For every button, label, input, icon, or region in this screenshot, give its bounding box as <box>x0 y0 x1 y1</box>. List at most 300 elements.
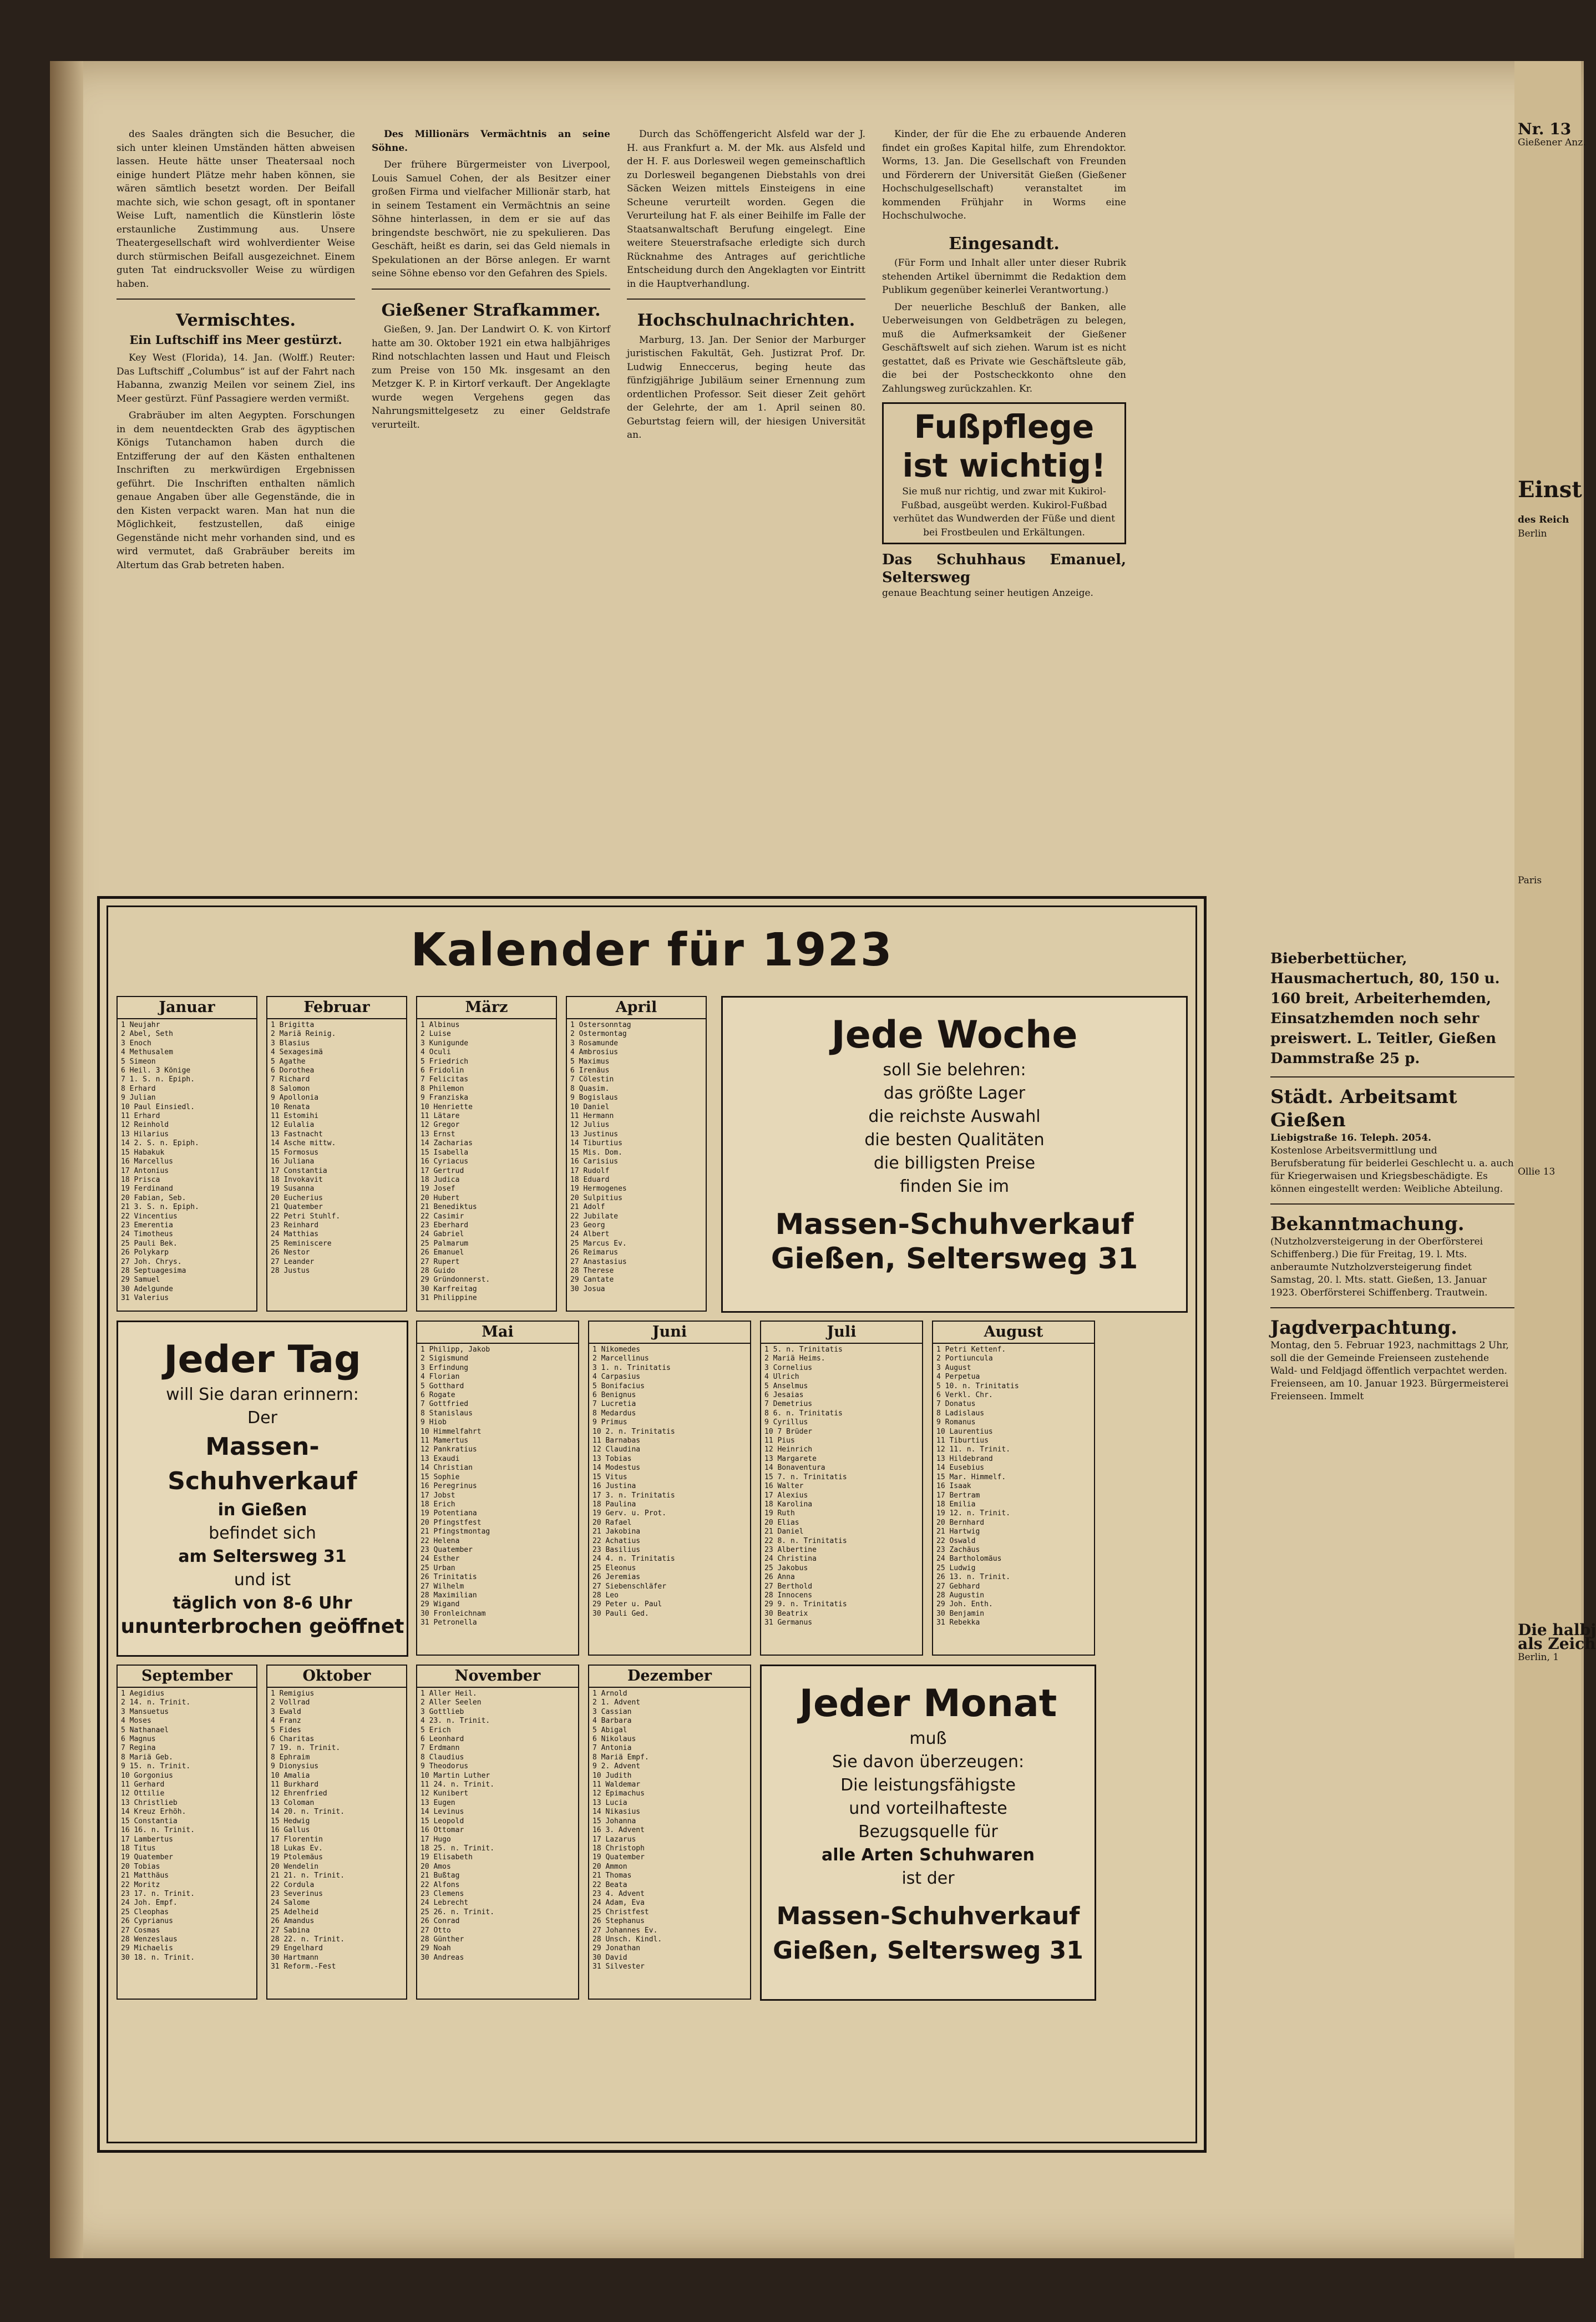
month-days <box>589 1344 750 1620</box>
calendar-day: 2 Abel, Seth <box>121 1030 173 1039</box>
calendar-day: 16 Peregrinus <box>420 1482 477 1491</box>
calendar-day: 27 Siebenschläfer <box>592 1582 667 1591</box>
calendar-day: 13 Justinus <box>570 1130 619 1139</box>
divider <box>627 299 865 300</box>
calendar-day: 12 Ottilie <box>121 1789 165 1798</box>
calendar-day: 7 Gottfried <box>420 1400 469 1409</box>
calendar-day: 20 Ammon <box>592 1862 627 1871</box>
calendar-day: 9 Romanus <box>936 1418 976 1427</box>
calendar-day: 26 Trinitatis <box>420 1573 477 1582</box>
month-name: Dezember <box>589 1666 750 1688</box>
calendar-day: 6 Verkl. Chr. <box>936 1391 993 1400</box>
calendar-day: 4 Sexagesimä <box>271 1048 323 1057</box>
calendar-day: 8 6. n. Trinitatis <box>764 1409 843 1418</box>
calendar-day: 1 Ostersonntag <box>570 1021 631 1029</box>
calendar-day: 8 Ephraim <box>271 1753 310 1762</box>
calendar-day: 1 Arnold <box>592 1689 627 1698</box>
calendar-day: 27 Rupert <box>420 1257 460 1266</box>
ad-line: soll Sie belehren: <box>883 1060 1026 1080</box>
calendar-day: 31 Rebekka <box>936 1618 980 1627</box>
calendar-day: 21 Bußtag <box>420 1871 460 1880</box>
calendar-day: 30 Josua <box>570 1284 605 1293</box>
calendar-day: 20 Bernhard <box>936 1518 985 1527</box>
column-4 <box>882 128 1126 600</box>
calendar-day: 7 19. n. Trinit. <box>271 1744 341 1753</box>
ad-line: befindet sich <box>209 1524 316 1543</box>
calendar-day: 30 David <box>592 1953 627 1962</box>
calendar-day: 13 Tobias <box>592 1454 632 1463</box>
section-heading: Vermischtes. <box>176 311 296 330</box>
calendar-day: 14 Modestus <box>592 1464 641 1473</box>
calendar-day: 16 Walter <box>764 1482 804 1491</box>
calendar-day: 26 Conrad <box>420 1917 460 1926</box>
ad-shop-name: Massen-Schuhverkauf <box>776 1902 1080 1930</box>
month-name: September <box>118 1666 256 1688</box>
calendar-day: 12 Eulalia <box>271 1121 315 1130</box>
calendar-day: 27 Cosmas <box>121 1926 160 1935</box>
calendar-day: 10 Henriette <box>420 1102 473 1111</box>
ad-line: Sie davon überzeugen: <box>832 1752 1025 1772</box>
calendar-day: 17 Lazarus <box>592 1835 636 1844</box>
calendar-day: 25 Ludwig <box>936 1564 976 1572</box>
calendar-day: 28 Guido <box>420 1266 455 1275</box>
calendar-day: 3 Kunigunde <box>420 1039 469 1048</box>
calendar-day: 25 Palmarum <box>420 1239 469 1248</box>
calendar-day: 3 Erfindung <box>420 1363 469 1372</box>
calendar-day: 15 7. n. Trinitatis <box>764 1473 847 1481</box>
month-name: April <box>567 997 706 1019</box>
calendar-day: 5 Gotthard <box>420 1382 464 1390</box>
calendar-day: 6 Heil. 3 Könige <box>121 1066 191 1075</box>
calendar-day: 8 Philemon <box>420 1084 464 1093</box>
month-days <box>118 1019 256 1305</box>
calendar-day: 13 Hilarius <box>121 1130 169 1139</box>
calendar-title: Kalender für 1923 <box>411 924 893 977</box>
calendar-day: 18 Prisca <box>121 1175 160 1184</box>
calendar-day: 20 Eucherius <box>271 1193 323 1202</box>
ad-line: finden Sie im <box>900 1177 1009 1196</box>
calendar-day: 28 Leo <box>592 1591 619 1600</box>
calendar-day: 18 Eduard <box>570 1175 610 1184</box>
divider <box>1270 1307 1514 1308</box>
calendar-day: 28 Innocens <box>764 1591 813 1600</box>
calendar-day: 1 Nikomedes <box>592 1345 641 1354</box>
calendar-day: 4 Oculi <box>420 1048 451 1057</box>
calendar-day: 26 13. n. Trinit. <box>936 1573 1011 1582</box>
month-maerz <box>416 996 557 1312</box>
calendar-day: 24 Gabriel <box>420 1230 464 1239</box>
calendar-day: 20 Fabian, Seb. <box>121 1193 186 1202</box>
calendar-day: 26 Amandus <box>271 1917 315 1926</box>
calendar-day: 8 Erhard <box>121 1084 156 1093</box>
calendar-day: 30 Adelgunde <box>121 1284 173 1293</box>
calendar-day: 23 Eberhard <box>420 1221 469 1230</box>
article-text: Gießen, 9. Jan. Der Landwirt O. K. von Kirtorf hatte am 30. Oktober 1921 ein etwa halbjähriges Rind notschlachten lassen und Haut und Fleisch zum Preise von 150 Mk. insgesamt an den Metzger K. P. in Kirtorf verkauft. Der Angeklagte wurde wegen Vergehens gegen das Nahrungsmittelgesetz zu einer Geldstrafe verurteilt. <box>372 324 610 431</box>
calendar-day: 16 Isaak <box>936 1482 971 1491</box>
calendar-day: 27 Johannes Ev. <box>592 1926 658 1935</box>
calendar-day: 25 Christfest <box>592 1908 649 1916</box>
calendar-day: 4 Franz <box>271 1717 301 1726</box>
calendar-day: 30 Karfreitag <box>420 1284 477 1293</box>
edge-text: des Reich <box>1518 514 1569 525</box>
calendar-day: 7 1. S. n. Epiph. <box>121 1075 195 1084</box>
calendar-day: 14 Christian <box>420 1464 473 1473</box>
arbeitsamt-title: Städt. Arbeitsamt Gießen <box>1270 1086 1457 1131</box>
calendar-day: 5 Bonifacius <box>592 1382 645 1390</box>
calendar-day: 3 Rosamunde <box>570 1039 619 1048</box>
calendar-day: 12 Claudina <box>592 1445 641 1454</box>
month-april <box>566 996 707 1312</box>
calendar-day: 8 Stanislaus <box>420 1409 473 1418</box>
calendar-day: 12 Pankratius <box>420 1445 477 1454</box>
month-november <box>416 1665 579 2000</box>
calendar-day: 26 Jeremias <box>592 1573 641 1582</box>
calendar-day: 21 Hartwig <box>936 1527 980 1536</box>
column-1 <box>116 128 355 575</box>
calendar-day: 8 Salomon <box>271 1084 310 1093</box>
calendar-day: 11 Mamertus <box>420 1436 469 1445</box>
calendar-day: 2 Mariä Heims. <box>764 1354 825 1363</box>
calendar-day: 19 Gerv. u. Prot. <box>592 1509 667 1518</box>
calendar-day: 12 Epimachus <box>592 1789 645 1798</box>
calendar-day: 23 Emerentia <box>121 1221 173 1230</box>
calendar-day: 5 Erich <box>420 1726 451 1734</box>
calendar-day: 26 Stephanus <box>592 1917 645 1926</box>
calendar-day: 12 Julius <box>570 1121 610 1130</box>
ad-shop-address: Gießen, Seltersweg 31 <box>773 1936 1083 1965</box>
calendar-day: 21 Matthäus <box>121 1871 169 1880</box>
calendar-day: 1 Aegidius <box>121 1689 165 1698</box>
ad-jeder-monat <box>760 1665 1096 2001</box>
column-3 <box>627 128 865 446</box>
calendar-day: 16 3. Advent <box>592 1826 645 1835</box>
calendar-day: 21 Thomas <box>592 1871 632 1880</box>
month-days <box>417 1688 578 1964</box>
calendar-day: 16 Ottomar <box>420 1826 464 1835</box>
calendar-day: 10 Paul Einsiedl. <box>121 1102 195 1111</box>
month-days <box>589 1688 750 1974</box>
section-heading: Eingesandt. <box>949 234 1060 254</box>
calendar-day: 19 Quatember <box>121 1853 173 1862</box>
calendar-day: 10 Amalia <box>271 1771 310 1780</box>
ad-headline: Jede Woche <box>831 1013 1078 1057</box>
calendar-day: 18 Lukas Ev. <box>271 1844 323 1853</box>
calendar-day: 22 Moritz <box>121 1880 160 1889</box>
calendar-day: 26 Emanuel <box>420 1248 464 1257</box>
calendar-day: 14 Asche mittw. <box>271 1139 336 1148</box>
calendar-day: 19 Ferdinand <box>121 1185 173 1193</box>
calendar-day: 24 Joh. Empf. <box>121 1899 178 1908</box>
calendar-day: 7 Lucretia <box>592 1400 636 1409</box>
calendar-day: 9 Primus <box>592 1418 627 1427</box>
calendar-day: 24 Timotheus <box>121 1230 173 1239</box>
month-juli <box>760 1321 923 1656</box>
calendar-day: 10 Himmelfahrt <box>420 1427 482 1436</box>
calendar-day: 28 Wenzeslaus <box>121 1935 178 1944</box>
calendar-day: 25 Pauli Bek. <box>121 1239 178 1248</box>
calendar-day: 25 Cleophas <box>121 1908 169 1916</box>
edge-text: als Zeich <box>1518 1635 1596 1653</box>
column-2 <box>372 128 610 435</box>
ad-line: will Sie daran erinnern: <box>166 1385 359 1404</box>
calendar-day: 31 Petronella <box>420 1618 477 1627</box>
calendar-day: 15 Hedwig <box>271 1817 310 1825</box>
calendar-day: 29 Engelhard <box>271 1944 323 1953</box>
calendar-day: 7 Erdmann <box>420 1744 460 1753</box>
month-days <box>118 1688 256 1964</box>
calendar-day: 29 Michaelis <box>121 1944 173 1953</box>
calendar-day: 8 Ladislaus <box>936 1409 985 1418</box>
month-oktober <box>266 1665 407 2000</box>
calendar-day: 1 Philipp, Jakob <box>420 1345 490 1354</box>
calendar-day: 5 Fides <box>271 1726 301 1734</box>
calendar-day: 14 Levinus <box>420 1808 464 1817</box>
calendar-day: 1 Petri Kettenf. <box>936 1345 1006 1354</box>
edge-text: Berlin, 1 <box>1518 1652 1559 1663</box>
calendar-day: 21 Quatember <box>271 1203 323 1212</box>
calendar-day: 9 Bogislaus <box>570 1094 619 1102</box>
calendar-day: 10 Laurentius <box>936 1427 993 1436</box>
calendar-day: 25 26. n. Trinit. <box>420 1908 495 1916</box>
calendar-day: 17 Hugo <box>420 1835 451 1844</box>
calendar-day: 21 Daniel <box>764 1527 804 1536</box>
calendar-day: 20 Elias <box>764 1518 799 1527</box>
calendar-day: 5 Abigal <box>592 1726 627 1734</box>
shop-ad-note: genaue Beachtung seiner heutigen Anzeige. <box>882 588 1093 599</box>
edge-text: Berlin <box>1518 528 1547 539</box>
calendar-day: 6 Irenäus <box>570 1066 610 1075</box>
calendar-day: 28 Maximilian <box>420 1591 477 1600</box>
calendar-day: 24 Albert <box>570 1230 610 1239</box>
divider <box>116 299 355 300</box>
calendar-day: 16 Cyriacus <box>420 1157 469 1166</box>
calendar-day: 29 Gründonnerst. <box>420 1276 490 1284</box>
calendar-day: 12 Gregor <box>420 1121 460 1130</box>
calendar-day: 9 15. n. Trinit. <box>121 1762 191 1771</box>
calendar-day: 16 Juliana <box>271 1157 315 1166</box>
calendar-day: 24 Adam, Eva <box>592 1899 645 1908</box>
month-name: August <box>933 1322 1094 1344</box>
right-ads-column <box>1270 949 1514 1403</box>
calendar-day: 2 1. Advent <box>592 1698 641 1707</box>
bekanntmachung-title: Bekanntmachung. <box>1270 1213 1465 1235</box>
calendar-day: 3 Blasius <box>271 1039 310 1048</box>
calendar-day: 3 Ewald <box>271 1707 301 1716</box>
ad-line: ununterbrochen geöffnet <box>120 1615 404 1638</box>
ad-line: die besten Qualitäten <box>864 1130 1045 1150</box>
calendar-day: 30 Beatrix <box>764 1609 808 1618</box>
calendar-day: 28 Therese <box>570 1266 614 1275</box>
month-days <box>417 1344 578 1630</box>
month-name: November <box>417 1666 578 1688</box>
calendar-day: 2 14. n. Trinit. <box>121 1698 191 1707</box>
calendar-day: 20 Tobias <box>121 1862 160 1871</box>
calendar-day: 10 Daniel <box>570 1102 610 1111</box>
calendar-day: 5 Friedrich <box>420 1057 469 1066</box>
calendar-day: 29 Wigand <box>420 1600 460 1609</box>
calendar-day: 10 7 Brüder <box>764 1427 813 1436</box>
calendar-day: 5 10. n. Trinitatis <box>936 1382 1019 1390</box>
article-text: Der neuerliche Beschluß der Banken, alle Ueberweisungen von Geldbeträgen zu belegen, muß die Aufmerksamkeit der Gießener Geschäftswelt auf sich ziehen. Warum ist es nicht gestattet, daß es Private wie Geschäftsleute gäb, die bei der Postscheckkonto ohne den Zahlungsweg zurückzahlen. Kr. <box>882 301 1126 394</box>
calendar-day: 6 Benignus <box>592 1391 636 1400</box>
calendar-1923 <box>97 896 1207 2153</box>
calendar-day: 15 Habakuk <box>121 1148 165 1157</box>
calendar-day: 26 Polykarp <box>121 1248 169 1257</box>
calendar-day: 23 Severinus <box>271 1889 323 1898</box>
calendar-day: 4 Perpetua <box>936 1373 980 1382</box>
calendar-day: 7 Felicitas <box>420 1075 469 1084</box>
calendar-day: 11 Hermann <box>570 1112 614 1121</box>
month-name: Oktober <box>267 1666 406 1688</box>
calendar-day: 7 Antonia <box>592 1744 632 1753</box>
calendar-day: 18 Erich <box>420 1500 455 1509</box>
ad-line: ist der <box>901 1869 955 1888</box>
calendar-day: 6 Fridolin <box>420 1066 464 1075</box>
calendar-day: 20 Amos <box>420 1862 451 1871</box>
calendar-day: 11 Burkhard <box>271 1780 319 1789</box>
calendar-day: 11 Waldemar <box>592 1780 641 1789</box>
calendar-day: 3 Cassian <box>592 1707 632 1716</box>
ad-headline: Fußpflege ist wichtig! <box>902 408 1106 484</box>
calendar-day: 4 Carpasius <box>592 1373 641 1382</box>
ad-line: und vorteilhafteste <box>849 1799 1007 1818</box>
calendar-day: 2 Ostermontag <box>570 1030 627 1039</box>
calendar-day: 17 3. n. Trinitatis <box>592 1491 675 1500</box>
calendar-day: 17 Antonius <box>121 1166 169 1175</box>
calendar-day: 23 17. n. Trinit. <box>121 1889 195 1898</box>
calendar-day: 29 9. n. Trinitatis <box>764 1600 847 1609</box>
shop-ad-line: Das Schuhhaus Emanuel, Seltersweg <box>882 552 1126 586</box>
calendar-day: 20 Wendelin <box>271 1862 319 1871</box>
calendar-day: 17 Jobst <box>420 1491 455 1500</box>
ad-line: das größte Lager <box>883 1084 1026 1103</box>
calendar-day: 18 Emilia <box>936 1500 976 1509</box>
calendar-day: 18 Titus <box>121 1844 156 1853</box>
calendar-day: 13 Fastnacht <box>271 1130 323 1139</box>
calendar-day: 10 Judith <box>592 1771 632 1780</box>
ad-line: täglich von 8-6 Uhr <box>173 1593 352 1613</box>
arbeitsamt-address: Liebigstraße 16. Teleph. 2054. <box>1270 1132 1432 1144</box>
calendar-day: 22 Petri Stuhlf. <box>271 1212 341 1221</box>
ad-shop-address: Gießen, Seltersweg 31 <box>771 1242 1138 1276</box>
month-days <box>267 1688 406 1974</box>
calendar-day: 19 Josef <box>420 1185 455 1193</box>
calendar-day: 5 Agathe <box>271 1057 306 1066</box>
calendar-day: 15 Sophie <box>420 1473 460 1481</box>
calendar-day: 13 Christlieb <box>121 1798 178 1807</box>
ad-shop-name: Massen-Schuhverkauf <box>168 1433 357 1495</box>
article-text: Grabräuber im alten Aegypten. Forschungen in dem neuentdeckten Grab des ägyptischen Königs Tutanchamon haben durch die Entzifferung der auf den Kästen enthaltenen Inschriften zu merkwürdigen Ergebnissen geführt. Die Inschriften enthalten nämlich genaue Angaben über alle Gegenstände, die in den Kisten verpackt waren. Man hat nun die Möglichkeit, festzustellen, daß einige Gegenstände nicht mehr vorhanden sind, und es wird vermutet, daß Grabräuber bereits im Altertum das Grab betreten haben. <box>116 410 355 571</box>
month-name: Juni <box>589 1322 750 1344</box>
calendar-day: 25 Eleonus <box>592 1564 636 1572</box>
calendar-day: 22 Achatius <box>592 1536 641 1545</box>
article-text: des Saales drängten sich die Besucher, die sich unter kleinen Umständen hätten abweisen lassen. Heute hätte unser Theatersaal noch einige hundert Plätze mehr haben können, sie wären sämtlich besetzt worden. Der Beifall machte sich, wie schon gesagt, oft in spontaner Weise Luft, namentlich die Künstlerin löste erstaunliche Zustimmung aus. Unsere Theatergesellschaft wird wohlverdienter Weise durch stürmischen Beifall ausgezeichnet. Einem guten Tat eindrucksvoller Weise zu würdigen haben. <box>116 129 355 290</box>
calendar-day: 4 Florian <box>420 1373 460 1382</box>
calendar-day: 17 Gertrud <box>420 1166 464 1175</box>
calendar-day: 21 Benediktus <box>420 1203 477 1212</box>
month-days <box>761 1344 922 1630</box>
month-dezember <box>588 1665 751 2000</box>
calendar-day: 10 Martin Luther <box>420 1771 490 1780</box>
calendar-day: 17 Lambertus <box>121 1835 173 1844</box>
calendar-day: 14 Zacharias <box>420 1139 473 1148</box>
ad-line: und ist <box>234 1570 291 1590</box>
article-text: Key West (Florida), 14. Jan. (Wolff.) Reuter: Das Luftschiff „Columbus“ ist auf der Fahrt nach Habanna, zwanzig Meilen vor seinem Ziel, ins Meer gestürzt. Fünf Passagiere werden vermißt. <box>116 352 355 404</box>
calendar-day: 25 Urban <box>420 1564 455 1572</box>
calendar-day: 4 Methusalem <box>121 1048 173 1057</box>
calendar-day: 11 Estomihi <box>271 1112 319 1121</box>
calendar-day: 5 Anselmus <box>764 1382 808 1390</box>
calendar-day: 3 1. n. Trinitatis <box>592 1363 671 1372</box>
ad-line: alle Arten Schuhwaren <box>821 1845 1035 1865</box>
calendar-day: 19 Hermogenes <box>570 1185 627 1193</box>
month-days <box>933 1344 1094 1630</box>
calendar-day: 6 Jesaias <box>764 1391 804 1400</box>
calendar-day: 16 16. n. Trinit. <box>121 1826 195 1835</box>
calendar-day: 8 Medardus <box>592 1409 636 1418</box>
calendar-day: 23 Zachäus <box>936 1545 980 1554</box>
calendar-day: 4 Moses <box>121 1717 151 1726</box>
calendar-day: 1 5. n. Trinitatis <box>764 1345 843 1354</box>
calendar-day: 30 Andreas <box>420 1953 464 1962</box>
calendar-day: 20 Pfingstfest <box>420 1518 482 1527</box>
page-edge <box>50 61 83 2258</box>
calendar-day: 27 Otto <box>420 1926 451 1935</box>
calendar-day: 18 25. n. Trinit. <box>420 1844 495 1853</box>
calendar-day: 7 Donatus <box>936 1400 976 1409</box>
calendar-day: 17 Florentin <box>271 1835 323 1844</box>
calendar-day: 15 Johanna <box>592 1817 636 1825</box>
calendar-day: 11 Pius <box>764 1436 795 1445</box>
month-januar <box>116 996 257 1312</box>
calendar-day: 22 Helena <box>420 1536 460 1545</box>
edge-text: Nr. 13 <box>1518 120 1572 138</box>
textile-ad: Bieberbettücher, Hausmachertuch, 80, 150 u. 160 breit, Arbeiterhemden, Einsatzhemden noch sehr preiswert. L. Teitler, Gießen Dammstraße 25 p. <box>1270 950 1500 1067</box>
calendar-day: 3 August <box>936 1363 971 1372</box>
calendar-day: 11 Lätare <box>420 1112 460 1121</box>
calendar-day: 22 Cordula <box>271 1880 315 1889</box>
month-days <box>567 1019 706 1296</box>
calendar-day: 2 Vollrad <box>271 1698 310 1707</box>
calendar-day: 20 Hubert <box>420 1193 460 1202</box>
calendar-day: 19 12. n. Trinit. <box>936 1509 1011 1518</box>
edge-text: Gießener Anz. <box>1518 137 1586 148</box>
calendar-day: 11 Tiburtius <box>936 1436 989 1445</box>
article-text: Marburg, 13. Jan. Der Senior der Marburger juristischen Fakultät, Geh. Justizrat Prof. Dr. Ludwig Enneccerus, beging heute das fünfzigjährige Jubiläum seiner Ernennung zum ordentlichen Professor. Seit dieser Zeit gehört der Gelehrte, der am 1. April seinen 80. Geburtstag feiern will, der hiesigen Universität an. <box>627 334 865 441</box>
calendar-day: 24 Christina <box>764 1555 817 1564</box>
calendar-day: 29 Peter u. Paul <box>592 1600 662 1609</box>
calendar-day: 23 Albertine <box>764 1545 817 1554</box>
calendar-day: 1 Albinus <box>420 1021 460 1029</box>
calendar-day: 27 Berthold <box>764 1582 813 1591</box>
calendar-day: 18 Invokavit <box>271 1175 323 1184</box>
edge-text: Einst <box>1518 477 1582 503</box>
calendar-day: 24 Bartholomäus <box>936 1555 1002 1564</box>
edge-text: Die halbj <box>1518 1621 1596 1639</box>
calendar-day: 26 Reimarus <box>570 1248 619 1257</box>
calendar-day: 29 Noah <box>420 1944 451 1953</box>
ad-jeder-tag <box>116 1321 408 1657</box>
calendar-day: 1 Aller Heil. <box>420 1689 477 1698</box>
calendar-day: 1 Neujahr <box>121 1021 160 1029</box>
next-page-edge <box>1514 61 1596 2258</box>
calendar-day: 14 20. n. Trinit. <box>271 1808 345 1817</box>
calendar-day: 30 Pauli Ged. <box>592 1609 649 1618</box>
divider <box>372 289 610 290</box>
calendar-day: 23 Clemens <box>420 1889 464 1898</box>
calendar-day: 11 24. n. Trinit. <box>420 1780 495 1789</box>
calendar-day: 31 Silvester <box>592 1962 645 1971</box>
